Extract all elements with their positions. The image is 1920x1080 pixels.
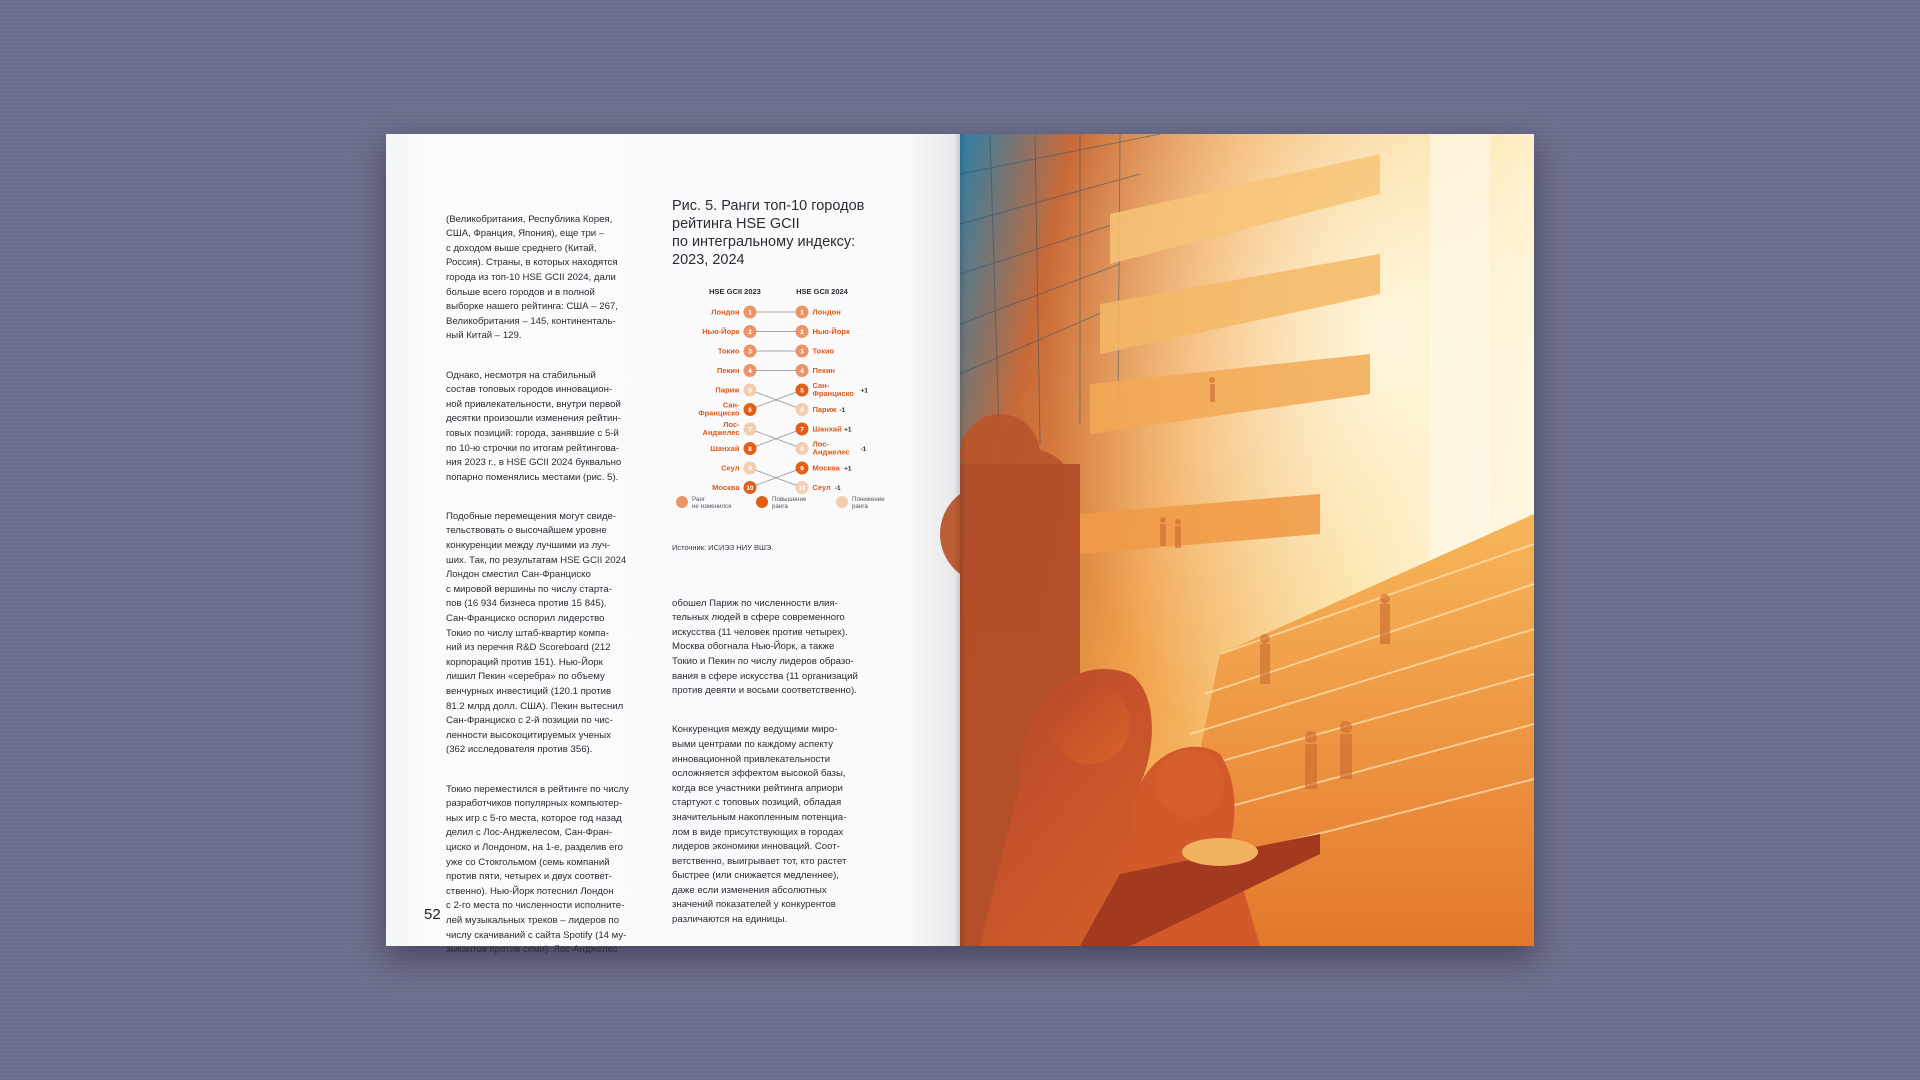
rank-number-2024: 9 bbox=[800, 465, 804, 473]
rank-number-2024: 2 bbox=[800, 328, 804, 336]
rank-slope-chart bbox=[672, 284, 912, 534]
legend-label: ранга bbox=[772, 503, 788, 510]
city-label-2024: Москва bbox=[812, 463, 840, 473]
city-label-2023: Сеул bbox=[721, 463, 740, 473]
rank-number-2023: 9 bbox=[748, 465, 752, 473]
legend-swatch bbox=[756, 496, 768, 508]
city-label-2024: Франциско bbox=[812, 389, 854, 398]
rank-number-2024: 5 bbox=[800, 387, 804, 395]
figure-source: Источник: ИСИЭЗ НИУ ВШЭ. bbox=[672, 543, 774, 552]
legend-label: Ранг bbox=[692, 496, 706, 503]
city-label-2023: Сан- bbox=[722, 400, 740, 410]
rank-number-2024: 8 bbox=[800, 445, 804, 453]
paragraph: обошел Париж по численности влия- тельных людей в сфере современного искусства (11 человек против четырех). Москва обогнала Нью-Йорк, а также Токио и Пекин по числу лидеров образо- вания в сфере искусства (11 организаций против девяти и восьми соответственно). bbox=[672, 597, 858, 697]
rank-change-label: +1 bbox=[844, 426, 852, 434]
illustration-page bbox=[960, 134, 1534, 946]
city-label-2024: Лос- bbox=[812, 439, 829, 449]
city-label-2023: Пекин bbox=[717, 366, 740, 375]
city-label-2024: Париж bbox=[812, 405, 837, 414]
paragraph: Подобные перемещения могут свиде- тельствовать о высочайшем уровне конкуренции между лучшими из луч- ших. Так, по результатам HSE GCII 2024 Лондон сместил Сан-Франциско с мировой вершины по числу стартa- пов (16 934 бизнеса против 15 845). Сан-Франциско оспорил лидерство Токио по числу штаб-квартир компа- ний из перечня R&D Scoreboard (212 корпораций против 151). Нью-Йорк лишил Пекин «серебра» по объему венчурных инвестиций (120.1 против 81.2 млрд долл. США). Пекин вытеснил Сан-Франциско с 2-й позиции по чис- ленности высокоцитируемых ученых (362 исследователя против 356). bbox=[446, 510, 627, 756]
city-label-2024: Анджелес bbox=[812, 447, 850, 457]
city-label-2024: Сеул bbox=[812, 483, 831, 492]
city-label-2023: Лос- bbox=[723, 420, 740, 429]
legend-label: Повышение bbox=[772, 496, 807, 503]
city-label-2023: Москва bbox=[712, 483, 740, 492]
column-label-2024: HSE GCII 2024 bbox=[796, 287, 848, 296]
city-label-2023: Франциско bbox=[698, 408, 740, 418]
paragraph: (Великобритания, Республика Корея, США, Франция, Япония), еще три – с доходом выше среднего (Китай, Россия). Страны, в которых находятся города из топ-10 HSE GCII 2024, дали больше всего городов и в полной выборке нашего рейтинга: США – 267, Великобритания – 145, континенталь- ный Китай – 129. bbox=[446, 213, 618, 342]
rank-number-2023: 6 bbox=[748, 406, 752, 414]
paragraph: Токио переместился в рейтинге по числу разработчиков популярных компьютер- ных игр с 5-го места, которое год назад делил с Лос-Анджелесом, Сан-Фран- циско и Лондоном, на 1-е, разделив его уже со Стокгольмом (семь компаний против пяти, четырех и двух соответ- ственно). Нью-Йорк потеснил Лондон с 2-го места по численности исполните- лей музыкальных треков – лидеров по числу скачиваний с сайта Spotify (14 му- зыкантов против семи). Лос-Анджелес bbox=[446, 783, 629, 956]
rank-change-label: +1 bbox=[860, 387, 868, 395]
rank-number-2024: 1 bbox=[800, 309, 804, 317]
text-column-right bbox=[672, 582, 882, 952]
legend-swatch bbox=[836, 496, 848, 508]
rank-number-2023: 1 bbox=[748, 309, 752, 317]
city-label-2023: Нью-Йорк bbox=[702, 327, 740, 336]
rank-number-2024: 6 bbox=[800, 406, 804, 414]
rank-number-2023: 2 bbox=[748, 328, 752, 336]
rank-number-2024: 4 bbox=[800, 367, 804, 375]
city-label-2023: Шанхай bbox=[710, 444, 740, 453]
bowl bbox=[1182, 838, 1258, 866]
legend-label: Понижение bbox=[852, 496, 885, 503]
rank-change-label: -1 bbox=[839, 407, 846, 414]
page-number: 52 bbox=[424, 906, 441, 923]
rank-number-2024: 7 bbox=[800, 426, 804, 434]
rank-change-label: +1 bbox=[844, 465, 852, 473]
rank-number-2024: 10 bbox=[798, 484, 806, 492]
paragraph: Конкуренция между ведущими миро- выми центрами по каждому аспекту инновационной привлекательности осложняется эффектом высокой базы, когда все участники рейтинга априори стартуют с топовых позиций, обладая значительным накопленным потенциа- лом в виде присутствующих в городах лидеров экономики инноваций. Соот- ветственно, выигрывает тот, кто растет быстрее (или снижается медленнее), даже если изменения абсолютных значений показателей у конкурентов различаются на единицы. bbox=[672, 724, 847, 926]
paragraph: Однако, несмотря на стабильный состав топовых городов инновацион- ной привлекательности, внутри первой десятки произошли изменения рейтин- говых позиций: города, занявшие с 5-й по 10-ю строчки по итогам рейтингова- ния 2023 г., в HSE GCII 2024 буквально попарно поменялись местами (рис. 5). bbox=[446, 369, 622, 483]
legend-label: ранга bbox=[852, 503, 868, 510]
rank-number-2023: 3 bbox=[748, 348, 752, 356]
text-column-left bbox=[446, 198, 651, 982]
city-label-2023: Анджелес bbox=[702, 428, 740, 437]
rank-change-label: -1 bbox=[834, 485, 841, 492]
legend-label: не изменился bbox=[692, 503, 732, 510]
city-label-2024: Шанхай bbox=[812, 424, 842, 434]
city-label-2024: Сан- bbox=[812, 381, 830, 390]
legend-swatch bbox=[676, 496, 688, 508]
rank-number-2024: 3 bbox=[800, 348, 804, 356]
city-label-2024: Токио bbox=[812, 346, 835, 356]
rank-number-2023: 4 bbox=[748, 367, 752, 375]
rank-number-2023: 8 bbox=[748, 445, 752, 453]
city-label-2023: Токио bbox=[717, 346, 740, 356]
city-label-2023: Лондон bbox=[711, 307, 740, 317]
city-label-2024: Нью-Йорк bbox=[812, 327, 850, 336]
rank-change-label: -1 bbox=[860, 446, 867, 453]
city-label-2024: Лондон bbox=[812, 307, 841, 317]
left-page bbox=[386, 134, 960, 956]
book-spread bbox=[386, 134, 1534, 956]
rank-number-2023: 5 bbox=[748, 387, 752, 395]
atrium-illustration bbox=[960, 134, 1534, 946]
rank-number-2023: 10 bbox=[746, 484, 754, 492]
city-label-2024: Пекин bbox=[812, 366, 835, 375]
city-label-2023: Париж bbox=[715, 385, 740, 395]
figure-title: Рис. 5. Ранги топ-10 городов рейтинга HSE GCII по интегральному индексу: 2023, 2024 bbox=[672, 198, 865, 268]
column-label-2023: HSE GCII 2023 bbox=[709, 287, 761, 296]
rank-number-2023: 7 bbox=[748, 426, 752, 434]
